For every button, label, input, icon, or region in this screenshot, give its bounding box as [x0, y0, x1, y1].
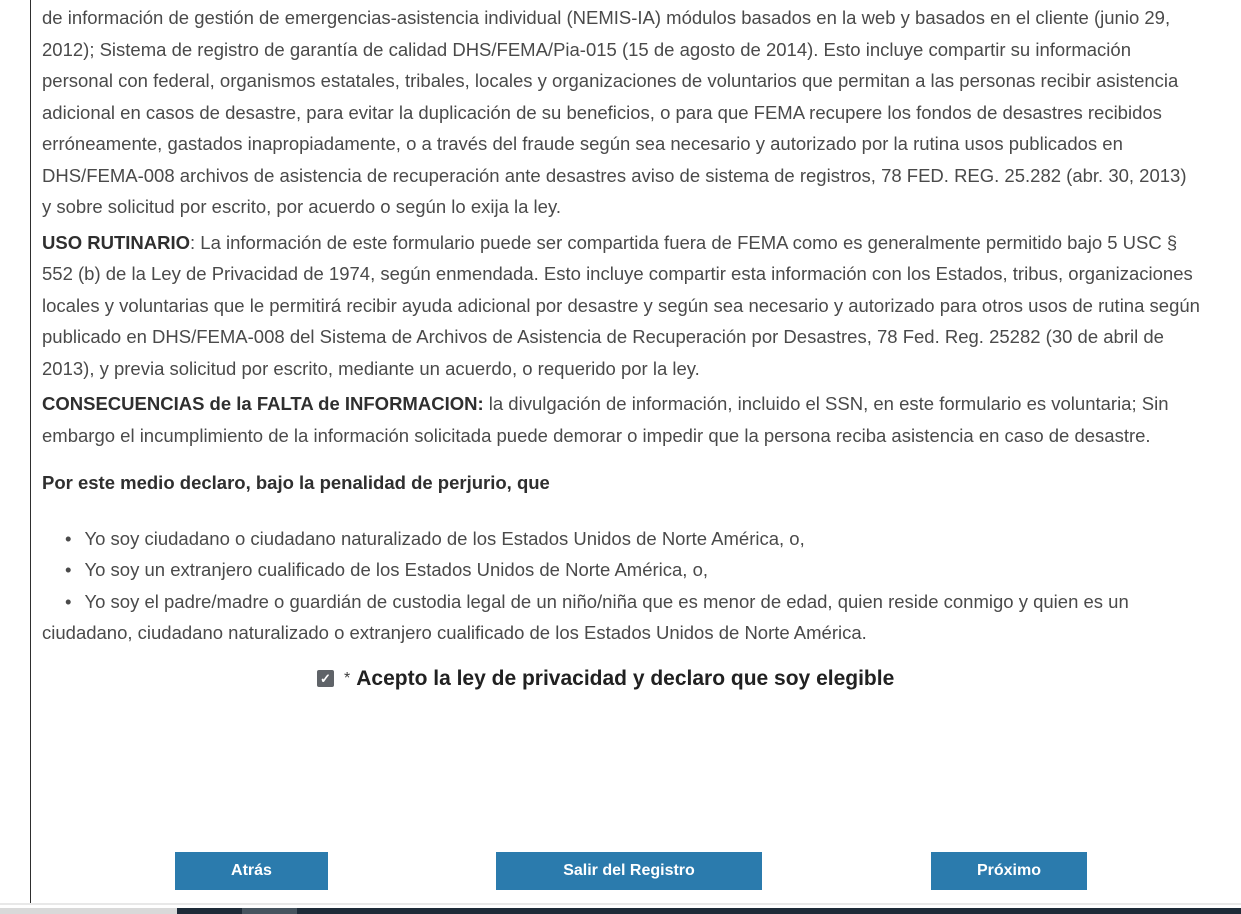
declaration-item-text: Yo soy un extranjero cualificado de los Estados Unidos de Norte América, o, [84, 559, 709, 580]
routine-use-paragraph [42, 227, 1200, 385]
footer-divider [0, 903, 1241, 905]
bullet-icon: • [65, 590, 72, 612]
routine-use-text: : La información de este formulario puede ser compartida fuera de FEMA como es generalmente permitido bajo 5 USC § 552 (b) de la Ley de Privacidad de 1974, según enmendada. Esto incluye compartir esta información con los Estados, tribus, organizaciones locales y voluntarias que le permitirá recibir ayuda adicional por desastre y según sea necesario y autorizado para otros usos de rutina según publicado en DHS/FEMA-008 del Sistema de Archivos de Asistencia de Recuperación por Desastres, 78 Fed. Reg. 25282 (30 de abril de 2013), y previa solicitud por escrito, mediante un acuerdo, o requerido por la ley. [42, 231, 1200, 379]
declaration-item-text: Yo soy el padre/madre o guardián de custodia legal de un niño/niña que es menor de edad, quien reside conmigo y quien es un ciudadano, ciudadano naturalizado o extranjero cualificado de los Estados Unidos de Norte América. [42, 590, 1129, 643]
footer-dark-bar [177, 908, 1241, 914]
privacy-consent-checkbox[interactable] [317, 670, 334, 687]
back-button[interactable]: Atrás [175, 852, 328, 890]
next-button[interactable]: Próximo [931, 852, 1087, 890]
required-asterisk: * [344, 669, 351, 687]
privacy-statement-content [42, 0, 1200, 693]
bullet-icon: • [65, 527, 72, 549]
privacy-statement-panel [30, 0, 1241, 903]
declaration-item-text: Yo soy ciudadano o ciudadano naturalizado de los Estados Unidos de Norte América, o, [84, 527, 805, 549]
consequences-paragraph [42, 388, 1200, 451]
declaration-item [42, 523, 1200, 555]
bullet-icon: • [65, 559, 72, 580]
declaration-list [42, 523, 1200, 649]
declaration-item [42, 554, 1200, 586]
privacy-act-paragraph: de información de gestión de emergencias-asistencia individual (NEMIS-IA) módulos basados en la web y basados en el cliente (junio 29, 2012); Sistema de registro de garantía de calidad DHS/FEMA/Pia-015 (15 de agosto de 2014). Esto incluye compartir su información personal con federal, organismos estatales, tribales, locales y organizaciones de voluntarios que permitan a las personas recibir asistencia adicional en casos de desastre, para evitar la duplicación de su beneficios, o para que FEMA recupere los fondos de desastres recibidos erróneamente, gastados inapropiadamente, o a través del fraude según sea necesario y autorizado por la rutina usos publicados en DHS/FEMA-008 archivos de asistencia de recuperación ante desastres aviso de sistema de registros, 78 FED. REG. 25.282 (abr. 30, 2013) y sobre solicitud por escrito, por acuerdo o según lo exija la ley. [42, 7, 1187, 217]
consequences-label: CONSECUENCIAS de la FALTA de INFORMACION: [42, 393, 484, 414]
declaration-item [42, 586, 1200, 649]
consequences-text: la divulgación de información, incluido el SSN, en este formulario es voluntaria; Sin embargo el incumplimiento de la información solicitada puede demorar o impedir que la persona reciba asistencia en caso de desastre. [42, 393, 1169, 446]
form-navigation-buttons [0, 852, 1241, 890]
exit-registration-button[interactable]: Salir del Registro [496, 852, 762, 890]
consent-row [317, 665, 1200, 693]
consent-label: Acepto la ley de privacidad y declaro que soy elegible [356, 666, 895, 690]
declaration-heading: Por este medio declaro, bajo la penalidad de perjurio, que [42, 472, 550, 493]
check-icon: ✓ [320, 671, 331, 686]
routine-use-label: USO RUTINARIO [42, 231, 190, 253]
footer-dark-bar-segment [242, 908, 297, 914]
